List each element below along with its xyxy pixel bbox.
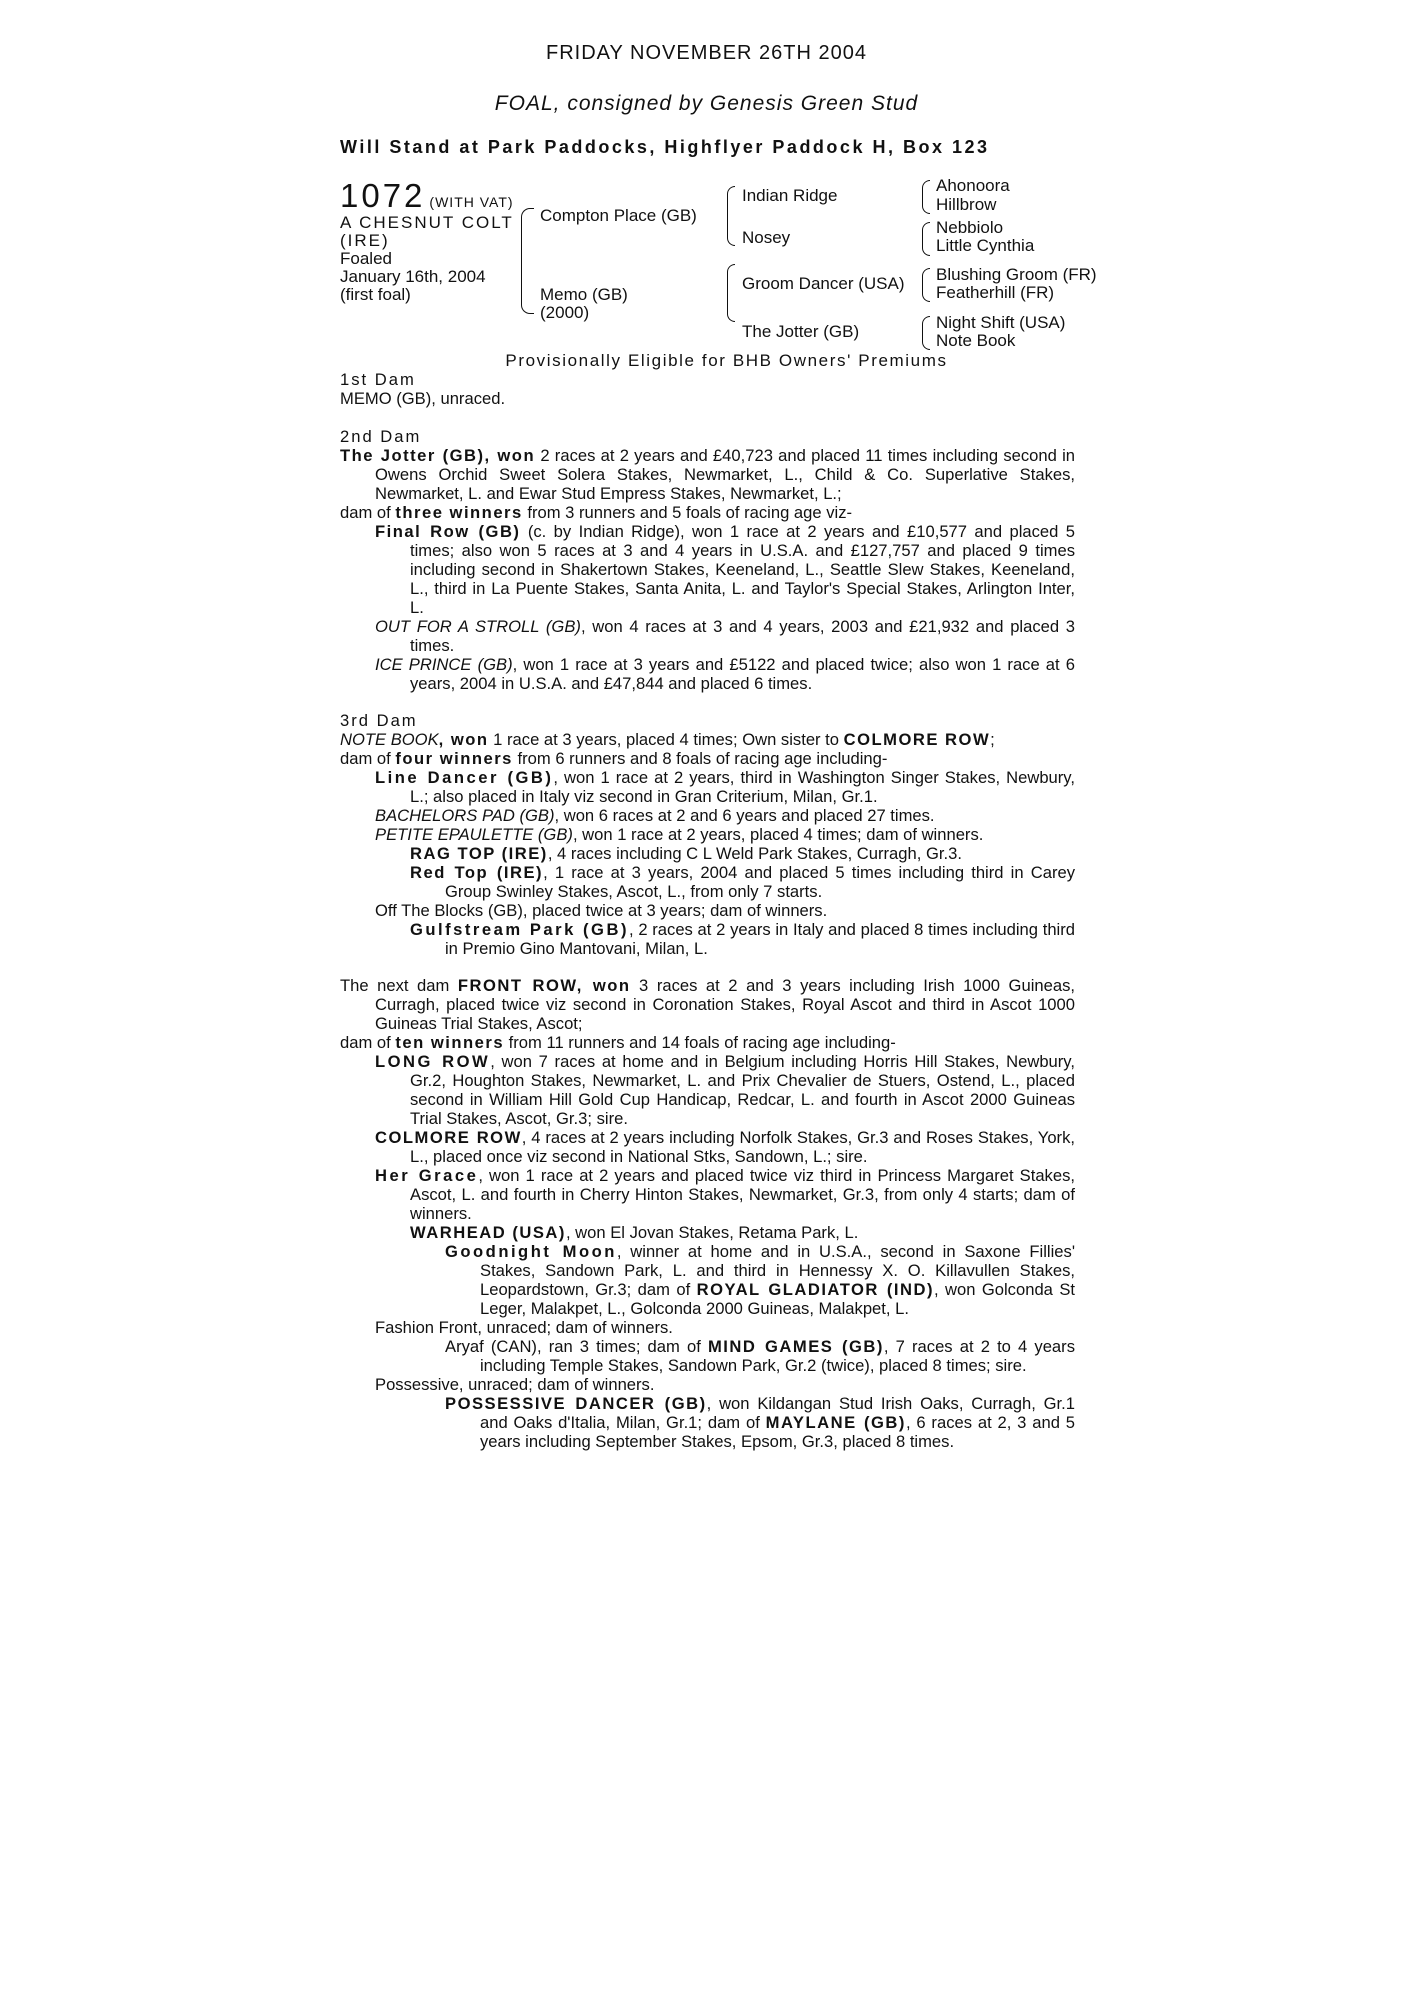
produce-entry xyxy=(340,617,1075,655)
produce-entry xyxy=(340,1242,1075,1318)
horse-name: BACHELORS PAD (GB) xyxy=(375,806,555,825)
horse-name: Red Top (IRE) xyxy=(410,863,544,882)
pedigree-ggp-1: Ahonoora xyxy=(936,176,1010,195)
won-label: , won xyxy=(576,976,631,995)
produce-text: dam of xyxy=(340,1033,396,1052)
race-record: , 4 races including C L Weld Park Stakes, Curragh, Gr.3. xyxy=(547,844,962,863)
intro-text: The next dam xyxy=(340,976,458,995)
pedigree-brace-ggp2 xyxy=(922,222,930,256)
second-dam-record xyxy=(340,446,1075,503)
second-dam-produce xyxy=(340,503,1075,522)
produce-entry xyxy=(340,1052,1075,1128)
next-dam-record xyxy=(340,976,1075,1033)
horse-name: MAYLANE (GB) xyxy=(765,1413,906,1432)
first-dam-text: MEMO (GB), unraced. xyxy=(340,389,506,408)
race-record: 2 races at 2 years and £40,723 and placed 11 times including second in Owens Orchid Sweet Solera Stakes, Newmarket, L., Child & Co. Superlative Stakes, Newmarket, L. and Ewar Stud Empress Stakes, Newmarket, L.; xyxy=(375,446,1075,503)
horse-name: MIND GAMES (GB) xyxy=(707,1337,884,1356)
horse-name: Goodnight Moon xyxy=(445,1242,617,1261)
race-record: , won 1 race at 2 years and placed twice viz third in Princess Margaret Stakes, Ascot, L. and fourth in Cherry Hinton Stakes, Newmarket, Gr.3, from only 4 starts; dam of winners. xyxy=(410,1166,1075,1223)
horse-name: The Jotter (GB) xyxy=(340,446,485,465)
pedigree-dam-dam: The Jotter (GB) xyxy=(742,322,860,341)
produce-entry xyxy=(340,863,1075,901)
produce-entry xyxy=(340,806,1075,825)
vat-note: (WITH VAT) xyxy=(429,194,514,210)
race-record: Aryaf (CAN), ran 3 times; dam of xyxy=(445,1337,708,1356)
produce-entry xyxy=(340,1394,1075,1451)
consignment-line: FOAL, consigned by Genesis Green Stud xyxy=(494,92,919,115)
stabling-location: Will Stand at Park Paddocks, Highflyer Paddock H, Box 123 xyxy=(340,137,990,157)
produce-text: dam of xyxy=(340,503,396,522)
winners-count: three winners xyxy=(395,503,523,522)
produce-text: from 6 runners and 8 foals of racing age including- xyxy=(512,749,888,768)
produce-text: dam of xyxy=(340,749,396,768)
race-record: , 4 races at 2 years including Norfolk Stakes, Gr.3 and Roses Stakes, York, L., placed once viz second in National Stks, Sandown, L.; sire. xyxy=(410,1128,1075,1166)
race-record: 1 race at 3 years, placed 4 times; Own sister to xyxy=(488,730,844,749)
third-dam-record xyxy=(340,730,1075,749)
horse-name: PETITE EPAULETTE (GB) xyxy=(375,825,573,844)
race-record: , winner at home and in U.S.A., second in Saxone Fillies' Stakes, Sandown Park, L. and third in Hennessy X. O. Killavullen Stakes, Leopardstown, Gr.3; dam of xyxy=(480,1242,1075,1299)
horse-name: ROYAL GLADIATOR (IND) xyxy=(696,1280,934,1299)
second-dam-section xyxy=(340,427,1075,693)
horse-name: ICE PRINCE (GB) xyxy=(375,655,513,674)
produce-entry xyxy=(340,655,1075,693)
third-dam-heading: 3rd Dam xyxy=(340,711,418,730)
lot-country: (IRE) xyxy=(340,231,390,250)
produce-entry xyxy=(340,825,1075,844)
first-dam-heading: 1st Dam xyxy=(340,370,416,389)
eligibility-note: Provisionally Eligible for BHB Owners' Premiums xyxy=(505,351,948,370)
race-record: , won Kildangan Stud Irish Oaks, Curragh, Gr.1 and Oaks d'Italia, Milan, Gr.1; dam of xyxy=(480,1394,1075,1432)
horse-name: LONG ROW xyxy=(375,1052,491,1071)
race-record: , 2 races at 2 years in Italy and placed 8 times including third in Premio Gino Mantovani, Milan, L. xyxy=(445,920,1075,958)
pedigree-dam-sire: Groom Dancer (USA) xyxy=(742,274,905,293)
horse-name: WARHEAD (USA) xyxy=(410,1223,566,1242)
race-record: , 7 races at 2 to 4 years including Temple Stakes, Sandown Park, Gr.2 (twice), placed 8 times; sire. xyxy=(480,1337,1075,1375)
horse-name: COLMORE ROW xyxy=(375,1128,522,1147)
third-dam-produce xyxy=(340,749,1075,768)
race-record: , won 6 races at 2 and 6 years and placed 27 times. xyxy=(554,806,935,825)
pedigree-ggp-2: Hillbrow xyxy=(936,195,997,214)
race-record: ; xyxy=(990,730,995,749)
lot-description: A CHESNUT COLT xyxy=(340,213,514,232)
pedigree-brace-ggp1 xyxy=(922,180,930,214)
pedigree-sire-sire: Indian Ridge xyxy=(742,186,838,205)
produce-entry xyxy=(340,1128,1075,1166)
won-label: , won xyxy=(484,446,536,465)
race-record: , won El Jovan Stakes, Retama Park, L. xyxy=(565,1223,859,1242)
horse-name: OUT FOR A STROLL (GB) xyxy=(375,617,581,636)
horse-name: RAG TOP (IRE) xyxy=(410,844,548,863)
horse-name: Line Dancer (GB) xyxy=(375,768,554,787)
first-dam-section xyxy=(340,370,1075,408)
third-dam-section xyxy=(340,711,1075,958)
race-record: , won 1 race at 2 years, third in Washington Singer Stakes, Newbury, L.; also placed in Italy viz second in Gran Criterium, Milan, Gr.1. xyxy=(410,768,1075,806)
pedigree-brace-main xyxy=(521,208,534,314)
horse-name: Final Row (GB) xyxy=(375,522,521,541)
race-record: , 6 races at 2, 3 and 5 years including September Stakes, Epsom, Gr.3, placed 8 times. xyxy=(480,1413,1075,1451)
produce-entry: Possessive, unraced; dam of winners. xyxy=(375,1375,655,1394)
pedigree-ggp-6: Featherhill (FR) xyxy=(936,283,1055,302)
second-dam-heading: 2nd Dam xyxy=(340,427,422,446)
foaled-label: Foaled xyxy=(340,249,392,268)
pedigree-brace-ggp3 xyxy=(922,268,930,302)
horse-name: POSSESSIVE DANCER (GB) xyxy=(445,1394,707,1413)
winners-count: four winners xyxy=(395,749,513,768)
produce-entry: Off The Blocks (GB), placed twice at 3 years; dam of winners. xyxy=(375,901,828,920)
produce-entry xyxy=(340,1337,1075,1375)
horse-name: Gulfstream Park (GB) xyxy=(410,920,629,939)
next-dam-produce xyxy=(340,1033,1075,1052)
sale-date: FRIDAY NOVEMBER 26TH 2004 xyxy=(545,42,868,64)
pedigree-dam: Memo (GB) xyxy=(540,285,628,304)
horse-name: Her Grace xyxy=(375,1166,479,1185)
pedigree-brace-dam xyxy=(727,264,735,322)
produce-entry xyxy=(340,1166,1075,1223)
horse-name: NOTE BOOK xyxy=(340,730,439,749)
race-record: , 1 race at 3 years, 2004 and placed 5 times including third in Carey Group Swinley Stakes, Ascot, L., from only 7 starts. xyxy=(445,863,1075,901)
race-record: 3 races at 2 and 3 years including Irish 1000 Guineas, Curragh, placed twice viz second in Coronation Stakes, Royal Ascot and third in Ascot 1000 Guineas Trial Stakes, Ascot; xyxy=(375,976,1075,1033)
race-record: , won 1 race at 3 years and £5122 and placed twice; also won 1 race at 6 years, 2004 in U.S.A. and £47,844 and placed 6 times. xyxy=(410,655,1075,693)
horse-name: COLMORE ROW xyxy=(843,730,991,749)
pedigree-ggp-7: Night Shift (USA) xyxy=(936,313,1066,332)
produce-text: from 11 runners and 14 foals of racing age including- xyxy=(504,1033,896,1052)
pedigree-sire: Compton Place (GB) xyxy=(540,206,697,225)
foaled-date: January 16th, 2004 xyxy=(340,267,486,286)
produce-text: from 3 runners and 5 foals of racing age viz- xyxy=(522,503,853,522)
foaled-note: (first foal) xyxy=(340,285,411,304)
produce-entry xyxy=(340,768,1075,806)
pedigree-sire-dam: Nosey xyxy=(742,228,791,247)
race-record: , won 4 races at 3 and 4 years, 2003 and £21,932 and placed 3 times. xyxy=(410,617,1076,655)
pedigree-dam-year: (2000) xyxy=(540,303,590,322)
pedigree-ggp-5: Blushing Groom (FR) xyxy=(936,265,1097,284)
race-record: (c. by Indian Ridge), won 1 race at 2 years and £10,577 and placed 5 times; also won 5 races at 3 and 4 years in U.S.A. and £127,757 and placed 9 times including second in Shakertown Stakes, Keeneland, L., Seattle Slew Stakes, Keeneland, L., third in La Puente Stakes, Santa Anita, L. and Taylor's Special Stakes, Arlington Inter, L. xyxy=(410,522,1075,617)
lot-info xyxy=(340,178,520,304)
winners-count: ten winners xyxy=(395,1033,505,1052)
race-record: , won Golconda St Leger, Malakpet, L., Golconda 2000 Guineas, Malakpet, L. xyxy=(480,1280,1075,1318)
won-label: , won xyxy=(438,730,489,749)
next-dam-section xyxy=(340,976,1075,1451)
pedigree-ggp-8: Note Book xyxy=(936,331,1016,350)
produce-entry xyxy=(340,920,1075,958)
pedigree-brace-ggp4 xyxy=(922,316,930,350)
produce-entry: Fashion Front, unraced; dam of winners. xyxy=(375,1318,673,1337)
race-record: , won 1 race at 2 years, placed 4 times; dam of winners. xyxy=(572,825,984,844)
produce-entry xyxy=(340,844,1075,863)
pedigree-ggp-4: Little Cynthia xyxy=(936,236,1035,255)
race-record: , won 7 races at home and in Belgium including Horris Hill Stakes, Newbury, Gr.2, Houghton Stakes, Newmarket, L. and Prix Chevalier de Stuers, Ostend, L., placed second in William Hill Gold Cup Handicap, Redcar, L. and fourth in Ascot 2000 Guineas Trial Stakes, Ascot, Gr.3; sire. xyxy=(410,1052,1075,1128)
lot-number: 1072 xyxy=(340,177,426,214)
horse-name: FRONT ROW xyxy=(457,976,577,995)
produce-entry xyxy=(340,522,1075,617)
pedigree-ggp-3: Nebbiolo xyxy=(936,218,1004,237)
produce-entry xyxy=(340,1223,1075,1242)
pedigree-brace-sire xyxy=(727,186,735,246)
